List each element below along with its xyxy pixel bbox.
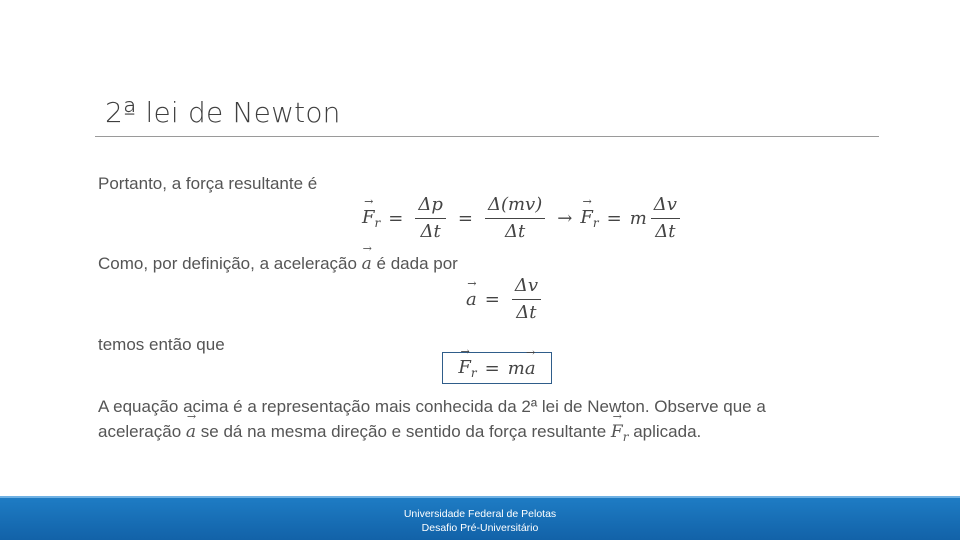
paragraph-acceleration-def: Como, por definição, a aceleração a → é dada por	[98, 254, 458, 274]
paragraph-conclusion-line1: A equação acima é a representação mais conhecida da 2ª lei de Newton. Observe que a	[98, 397, 766, 416]
slide-title: 2ª lei de Newton	[105, 96, 341, 129]
footer-program: Desafio Pré-Universitário	[421, 522, 539, 534]
fraction-dp-dt: $\frac{\Delta p}{\Delta t}$	[415, 194, 446, 243]
equation-force-momentum	[362, 194, 684, 243]
force-symbol: $F \to_r$	[362, 207, 380, 230]
paragraph-conclusion-line2: aceleração a → se dá na mesma direção e sentido da força resultante $F \to_r$ aplicada.	[98, 422, 701, 444]
fraction-dmv-dt: $\frac{\Delta(mv)}{\Delta t}$	[485, 194, 545, 243]
equals-sign: =	[606, 208, 622, 229]
footer-university: Universidade Federal de Pelotas	[403, 508, 557, 520]
equals-sign: =	[457, 208, 473, 229]
acceleration-symbol: a →	[186, 422, 196, 442]
acceleration-symbol: a →	[362, 254, 372, 274]
mass-symbol: m	[629, 208, 647, 229]
implies-arrow: →	[557, 208, 573, 229]
equals-sign: =	[388, 208, 404, 229]
boxed-equation-newton-second-law: $F \to_r$ = ma →	[442, 352, 552, 384]
fraction-dv-dt: $\frac{\Delta v}{\Delta t}$	[512, 275, 541, 324]
paragraph-therefore: temos então que	[98, 335, 225, 354]
equals-sign: =	[484, 289, 500, 310]
title-divider	[95, 136, 879, 137]
equation-acceleration	[466, 275, 545, 324]
paragraph-intro: Portanto, a força resultante é	[98, 174, 318, 193]
fraction-dv-dt: $\frac{\Delta v}{\Delta t}$	[651, 194, 680, 243]
acceleration-symbol: a →	[466, 289, 477, 310]
force-symbol: $F \to_r$	[580, 207, 598, 230]
